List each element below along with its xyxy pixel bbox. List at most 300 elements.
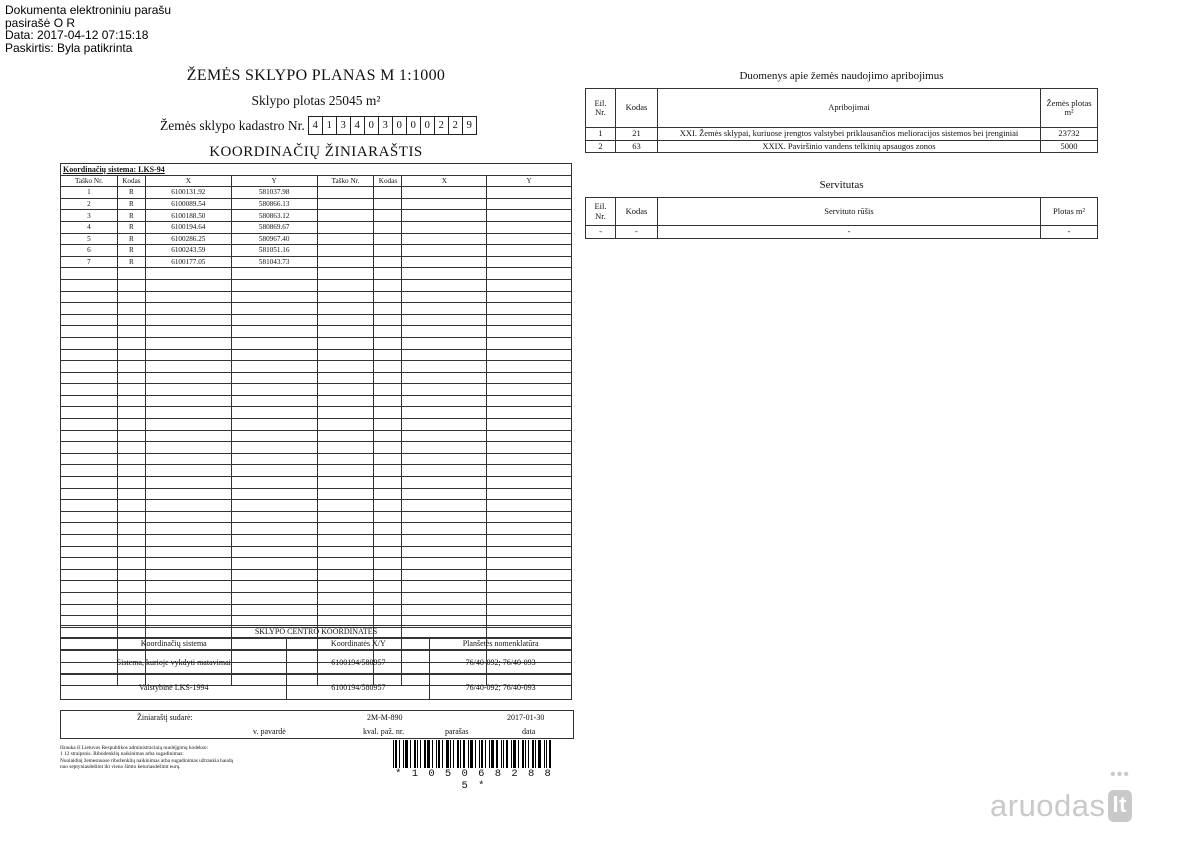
table-cell: R <box>117 198 145 210</box>
column-header: Kodas <box>117 175 145 187</box>
empty-cell <box>317 361 374 373</box>
table-row <box>61 314 572 326</box>
empty-cell <box>231 430 317 442</box>
empty-cell <box>487 430 572 442</box>
caption-qualification: kval. paž. nr. <box>363 727 405 736</box>
empty-cell <box>402 314 487 326</box>
column-header: Koordinatės X/Y <box>287 638 430 650</box>
empty-cell <box>145 558 231 570</box>
table-row <box>61 546 572 558</box>
compiled-date: 2017-01-30 <box>507 713 545 722</box>
empty-cell <box>487 337 572 349</box>
empty-cell <box>145 569 231 581</box>
empty-cell <box>402 407 487 419</box>
empty-cell <box>402 198 487 210</box>
empty-cell <box>374 221 402 233</box>
compiled-by-label: Žiniaraštį sudarė: <box>137 713 193 722</box>
empty-cell <box>374 395 402 407</box>
column-header: Eil. Nr. <box>586 198 616 226</box>
empty-cell <box>374 569 402 581</box>
empty-cell <box>402 349 487 361</box>
empty-cell <box>145 268 231 280</box>
empty-cell <box>117 488 145 500</box>
empty-cell <box>487 581 572 593</box>
empty-cell <box>487 442 572 454</box>
footnote-line: Išrauka iš Lietuvos Respublikos administracinių nuolėjgimų kodekso: <box>60 745 208 751</box>
empty-cell <box>374 407 402 419</box>
table-row <box>61 384 572 396</box>
empty-cell <box>402 395 487 407</box>
restrictions-title: Duomenys apie žemės naudojimo apribojimus <box>739 70 944 82</box>
empty-cell <box>317 500 374 512</box>
empty-cell <box>402 256 487 268</box>
column-header: Y <box>231 175 317 187</box>
table-row <box>61 453 572 465</box>
table-row <box>61 372 572 384</box>
servitutes-title: Servitutas <box>819 179 864 191</box>
empty-cell <box>402 511 487 523</box>
footnote-line: 1 12 straipsnis. Ribodenklių naikinimas arba sugadinimas: <box>60 751 184 758</box>
empty-cell <box>145 453 231 465</box>
empty-cell <box>117 500 145 512</box>
logo-suffix: lt <box>1108 790 1132 822</box>
table-cell: 2 <box>586 140 616 153</box>
caption-date: data <box>522 727 536 736</box>
empty-cell <box>402 535 487 547</box>
empty-cell <box>374 210 402 222</box>
table-row <box>61 279 572 291</box>
empty-cell <box>487 221 572 233</box>
empty-cell <box>374 198 402 210</box>
empty-cell <box>231 372 317 384</box>
empty-cell <box>487 546 572 558</box>
empty-cell <box>117 395 145 407</box>
aruodas-logo <box>990 766 1132 824</box>
table-header-row <box>61 638 572 650</box>
empty-cell <box>231 291 317 303</box>
cadastre-number <box>160 116 476 135</box>
empty-cell <box>231 303 317 315</box>
empty-cell <box>317 245 374 257</box>
signature-line: Dokumenta elektroniniu parašu <box>5 3 172 17</box>
table-row <box>61 650 572 675</box>
empty-cell <box>317 535 374 547</box>
table-cell: 2 <box>61 198 118 210</box>
table-row <box>61 523 572 535</box>
empty-cell <box>117 477 145 489</box>
table-cell: 4 <box>61 221 118 233</box>
column-header: Planšetės nomenklatūra <box>430 638 572 650</box>
empty-cell <box>317 430 374 442</box>
table-cell: 6100286.25 <box>145 233 231 245</box>
empty-cell <box>317 569 374 581</box>
empty-cell <box>402 291 487 303</box>
table-row <box>61 198 572 210</box>
empty-cell <box>402 221 487 233</box>
empty-cell <box>145 372 231 384</box>
restrictions-table <box>585 88 1098 153</box>
column-header: Y <box>487 175 572 187</box>
empty-cell <box>402 337 487 349</box>
empty-cell <box>402 326 487 338</box>
empty-cell <box>117 314 145 326</box>
empty-cell <box>231 592 317 604</box>
empty-cell <box>317 581 374 593</box>
table-cell: R <box>117 233 145 245</box>
empty-cell <box>402 430 487 442</box>
center-coordinates-table <box>60 625 572 700</box>
table-header-row <box>586 198 1098 226</box>
empty-cell <box>231 511 317 523</box>
empty-cell <box>231 349 317 361</box>
empty-cell <box>374 256 402 268</box>
empty-cell <box>374 372 402 384</box>
table-row <box>61 256 572 268</box>
empty-cell <box>317 187 374 199</box>
cadastre-label: Žemės sklypo kadastro Nr. <box>160 117 305 133</box>
empty-cell <box>374 279 402 291</box>
plan-title: ŽEMĖS SKLYPO PLANAS M 1:1000 <box>186 67 446 84</box>
table-row <box>61 245 572 257</box>
empty-cell <box>487 477 572 489</box>
empty-cell <box>487 395 572 407</box>
registry-title: KOORDINAČIŲ ŽINIARAŠTIS <box>209 144 423 160</box>
table-cell: 6100089.54 <box>145 198 231 210</box>
caption-name: v. pavardė <box>253 727 286 736</box>
table-cell: 63 <box>615 140 657 153</box>
empty-cell <box>61 407 118 419</box>
empty-cell <box>117 349 145 361</box>
empty-cell <box>117 546 145 558</box>
table-cell: 1 <box>61 187 118 199</box>
empty-cell <box>117 384 145 396</box>
empty-cell <box>117 419 145 431</box>
empty-cell <box>145 279 231 291</box>
empty-cell <box>61 465 118 477</box>
empty-cell <box>374 488 402 500</box>
cadastre-digit: 0 <box>406 116 421 135</box>
column-header: Taško Nr. <box>317 175 374 187</box>
empty-cell <box>402 604 487 616</box>
table-row <box>61 569 572 581</box>
empty-cell <box>402 384 487 396</box>
empty-cell <box>317 349 374 361</box>
empty-cell <box>402 558 487 570</box>
empty-cell <box>117 442 145 454</box>
empty-cell <box>61 592 118 604</box>
empty-cell <box>402 477 487 489</box>
plot-area: Sklypo plotas 25045 m² <box>251 93 381 108</box>
table-row <box>61 221 572 233</box>
empty-cell <box>145 349 231 361</box>
table-row <box>61 604 572 616</box>
cadastre-digit: 0 <box>420 116 435 135</box>
empty-cell <box>317 372 374 384</box>
empty-cell <box>402 233 487 245</box>
table-cell: 6 <box>61 245 118 257</box>
table-cell: 581037.98 <box>231 187 317 199</box>
empty-cell <box>487 210 572 222</box>
empty-cell <box>145 419 231 431</box>
empty-cell <box>231 337 317 349</box>
empty-cell <box>317 465 374 477</box>
empty-cell <box>61 314 118 326</box>
empty-cell <box>487 500 572 512</box>
empty-cell <box>145 442 231 454</box>
table-row <box>61 326 572 338</box>
empty-cell <box>61 268 118 280</box>
empty-cell <box>402 569 487 581</box>
table-row <box>61 407 572 419</box>
empty-cell <box>231 361 317 373</box>
empty-cell <box>145 314 231 326</box>
empty-cell <box>61 453 118 465</box>
empty-cell <box>145 604 231 616</box>
table-cell: 1 <box>586 128 616 141</box>
empty-cell <box>487 233 572 245</box>
empty-cell <box>374 465 402 477</box>
empty-cell <box>487 187 572 199</box>
column-header: X <box>145 175 231 187</box>
empty-cell <box>374 430 402 442</box>
column-header: Servituto rūšis <box>657 198 1040 226</box>
empty-cell <box>117 361 145 373</box>
signature-date: Data: 2017-04-12 07:15:18 <box>5 28 149 42</box>
empty-cell <box>231 465 317 477</box>
barcode-number: * 1 0 5 0 6 8 2 8 8 5 * <box>395 768 553 792</box>
signature-line: pasirašė O R <box>5 15 76 30</box>
cadastre-digit: 1 <box>322 116 337 135</box>
table-row <box>61 395 572 407</box>
empty-cell <box>374 384 402 396</box>
empty-cell <box>374 558 402 570</box>
table-cell: 21 <box>615 128 657 141</box>
empty-cell <box>317 210 374 222</box>
column-header: Eil. Nr. <box>586 89 616 128</box>
empty-cell <box>61 372 118 384</box>
column-header: Apribojimai <box>657 89 1040 128</box>
empty-cell <box>145 430 231 442</box>
empty-cell <box>317 453 374 465</box>
empty-cell <box>61 349 118 361</box>
empty-cell <box>402 465 487 477</box>
empty-cell <box>374 477 402 489</box>
empty-cell <box>117 581 145 593</box>
cadastre-digit: 2 <box>434 116 449 135</box>
empty-cell <box>61 419 118 431</box>
empty-cell <box>231 268 317 280</box>
empty-cell <box>231 535 317 547</box>
empty-cell <box>374 303 402 315</box>
empty-cell <box>61 361 118 373</box>
table-cell: 580866.13 <box>231 198 317 210</box>
table-cell: 6100131.92 <box>145 187 231 199</box>
table-row <box>61 675 572 700</box>
barcode-icon <box>393 740 555 768</box>
coordinates-table <box>60 163 572 686</box>
table-cell: 580967.40 <box>231 233 317 245</box>
cadastre-digit-boxes <box>308 116 476 135</box>
empty-cell <box>145 337 231 349</box>
empty-cell <box>317 198 374 210</box>
table-row <box>586 128 1098 141</box>
empty-cell <box>374 361 402 373</box>
empty-cell <box>374 442 402 454</box>
signature-stamp <box>5 4 171 54</box>
empty-cell <box>487 535 572 547</box>
table-cell: - <box>615 226 657 239</box>
cadastre-digit: 2 <box>448 116 463 135</box>
empty-cell <box>145 291 231 303</box>
empty-cell <box>117 604 145 616</box>
table-cell: 76/40-092; 76/40-093 <box>430 650 572 675</box>
column-header: Koordinačių sistema <box>61 638 287 650</box>
table-row <box>61 291 572 303</box>
empty-cell <box>402 268 487 280</box>
table-cell: 6100243.59 <box>145 245 231 257</box>
table-row <box>61 581 572 593</box>
table-cell: 6100188.50 <box>145 210 231 222</box>
empty-cell <box>117 268 145 280</box>
servitutes-table <box>585 197 1098 239</box>
empty-cell <box>374 337 402 349</box>
empty-cell <box>402 187 487 199</box>
table-row <box>61 558 572 570</box>
empty-cell <box>402 523 487 535</box>
empty-cell <box>487 558 572 570</box>
empty-cell <box>374 546 402 558</box>
empty-cell <box>61 500 118 512</box>
table-cell: 5000 <box>1041 140 1098 153</box>
table-row <box>61 500 572 512</box>
empty-cell <box>231 581 317 593</box>
empty-cell <box>117 279 145 291</box>
table-cell: 6100194.64 <box>145 221 231 233</box>
column-header: Kodas <box>374 175 402 187</box>
empty-cell <box>231 453 317 465</box>
table-header-row <box>61 175 572 187</box>
empty-cell <box>145 407 231 419</box>
empty-cell <box>117 569 145 581</box>
empty-cell <box>145 592 231 604</box>
table-cell: Valstybinė LKS-1994 <box>61 675 287 700</box>
empty-cell <box>374 233 402 245</box>
empty-cell <box>317 337 374 349</box>
empty-cell <box>402 279 487 291</box>
empty-cell <box>402 500 487 512</box>
empty-cell <box>317 488 374 500</box>
empty-cell <box>487 372 572 384</box>
empty-cell <box>117 430 145 442</box>
table-row <box>61 187 572 199</box>
table-row <box>61 361 572 373</box>
table-row <box>61 477 572 489</box>
empty-cell <box>374 187 402 199</box>
empty-cell <box>374 314 402 326</box>
table-row <box>61 511 572 523</box>
empty-cell <box>61 442 118 454</box>
empty-cell <box>317 511 374 523</box>
footnote-line: nuo septyniasdešimt iki vieno šimto keturiasdešimt eurų. <box>60 764 181 771</box>
empty-cell <box>374 291 402 303</box>
table-cell: 3 <box>61 210 118 222</box>
cadastre-digit: 3 <box>336 116 351 135</box>
empty-cell <box>487 419 572 431</box>
empty-cell <box>231 442 317 454</box>
empty-cell <box>374 592 402 604</box>
empty-cell <box>61 326 118 338</box>
empty-cell <box>487 604 572 616</box>
empty-cell <box>61 395 118 407</box>
footnote-line: Nuolaidinį žemesnuose riboženklių naikinimas arba sugadinimas užtraukia baudą <box>60 757 233 764</box>
table-cell: 580869.67 <box>231 221 317 233</box>
empty-cell <box>374 500 402 512</box>
empty-cell <box>317 592 374 604</box>
empty-cell <box>145 361 231 373</box>
empty-cell <box>487 453 572 465</box>
empty-cell <box>117 558 145 570</box>
cadastre-digit: 9 <box>462 116 477 135</box>
table-cell: 76/40-092; 76/40-093 <box>430 675 572 700</box>
caption-signature: parašas <box>445 727 469 736</box>
empty-cell <box>117 303 145 315</box>
table-row <box>61 592 572 604</box>
empty-cell <box>145 303 231 315</box>
table-header-row <box>586 89 1098 128</box>
qualification-code: 2M-M-890 <box>367 713 403 722</box>
empty-cell <box>145 581 231 593</box>
table-row <box>586 140 1098 153</box>
empty-cell <box>317 303 374 315</box>
empty-cell <box>231 604 317 616</box>
empty-cell <box>487 291 572 303</box>
empty-cell <box>374 245 402 257</box>
column-header: Kodas <box>615 198 657 226</box>
table-row <box>61 268 572 280</box>
empty-cell <box>317 221 374 233</box>
empty-cell <box>487 592 572 604</box>
empty-cell <box>117 535 145 547</box>
empty-cell <box>61 279 118 291</box>
empty-cell <box>145 477 231 489</box>
empty-cell <box>117 372 145 384</box>
table-cell: 5 <box>61 233 118 245</box>
empty-cell <box>61 303 118 315</box>
empty-cell <box>145 395 231 407</box>
table-cell: 6100177.05 <box>145 256 231 268</box>
table-cell: - <box>586 226 616 239</box>
empty-cell <box>487 256 572 268</box>
table-cell: 6100194/580957 <box>287 650 430 675</box>
column-header: Žemės plotas m² <box>1041 89 1098 128</box>
empty-cell <box>402 361 487 373</box>
empty-cell <box>145 523 231 535</box>
logo-text: aruodas <box>990 788 1106 823</box>
empty-cell <box>374 326 402 338</box>
empty-cell <box>231 569 317 581</box>
table-row <box>61 488 572 500</box>
empty-cell <box>61 291 118 303</box>
table-row <box>61 349 572 361</box>
empty-cell <box>317 407 374 419</box>
empty-cell <box>231 384 317 396</box>
table-cell: R <box>117 221 145 233</box>
empty-cell <box>317 419 374 431</box>
empty-cell <box>61 581 118 593</box>
table-cell: 581051.16 <box>231 245 317 257</box>
table-cell: 581043.73 <box>231 256 317 268</box>
empty-cell <box>317 395 374 407</box>
